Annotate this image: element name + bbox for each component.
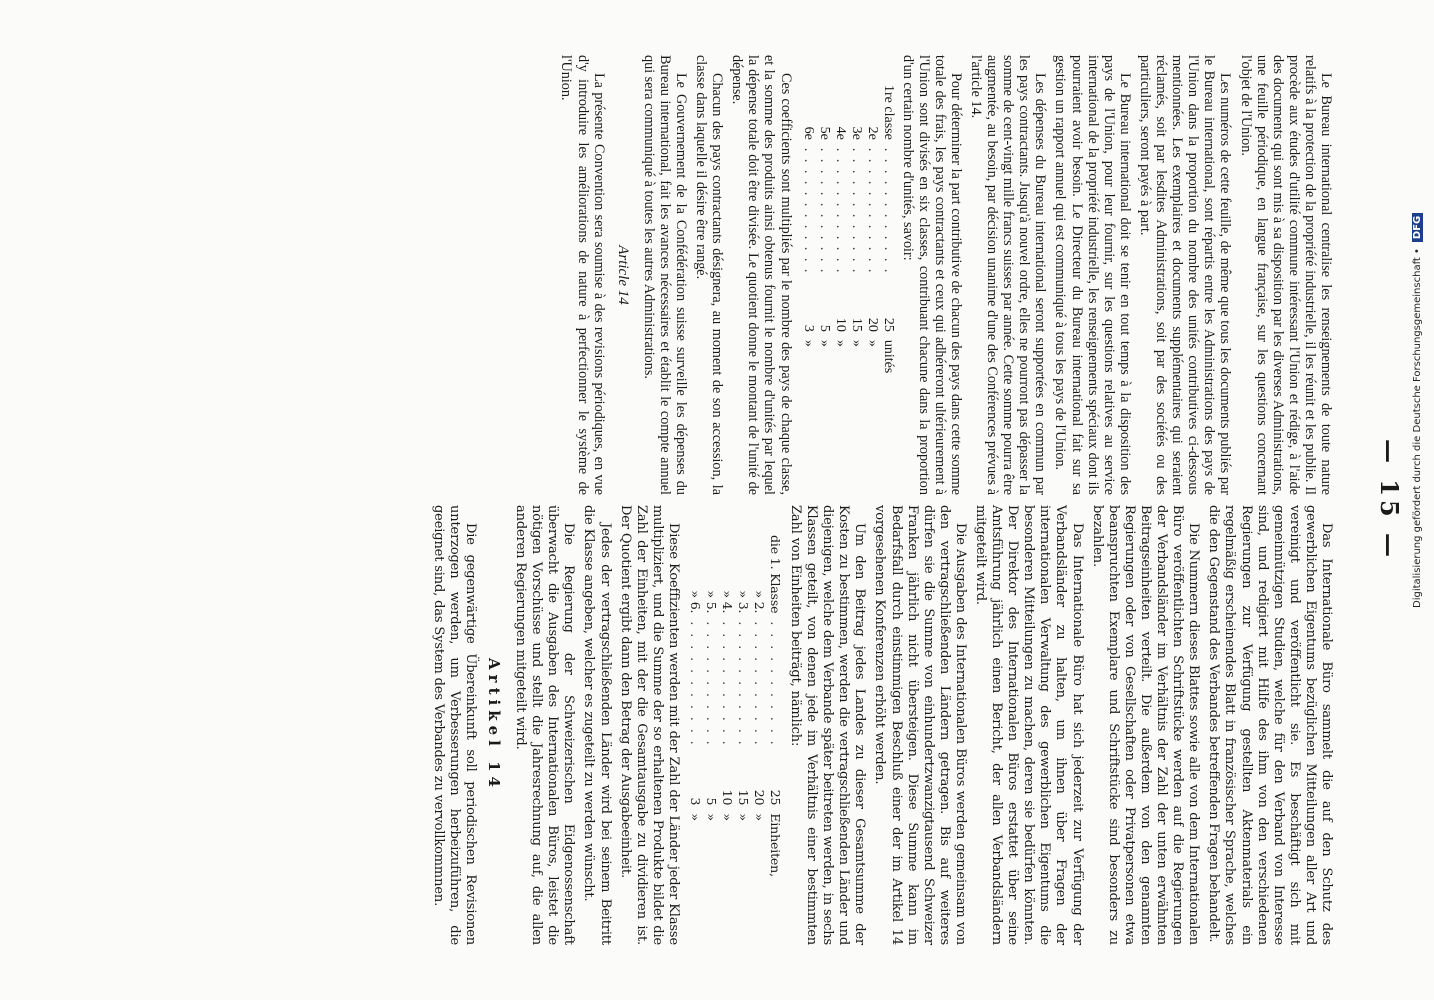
article-heading: Artikel 14 bbox=[484, 658, 503, 792]
class-value: 10 bbox=[832, 317, 848, 332]
class-row: 1re classe . . . . . . . . . . . . 25 unités bbox=[880, 81, 896, 377]
class-value: 3 bbox=[800, 324, 816, 332]
class-unit: » bbox=[735, 813, 751, 821]
class-unit: unités bbox=[880, 339, 896, 374]
class-unit: » bbox=[816, 339, 832, 347]
paragraph: La présente Convention sera soumise à des revisions périodiques, en vue d'y introduire les améliorations de nature à perfectionner le système de l'Union. bbox=[558, 55, 607, 495]
class-label: 2e bbox=[864, 126, 880, 140]
class-value: 5 bbox=[703, 797, 719, 806]
class-unit: » bbox=[800, 339, 816, 347]
paragraph: Les dépenses du Bureau international seront supportées en commun par les pays contractants. Jusqu'à nouvel ordre, elles ne pourront pas dépasser la somme de cent-vingt mille francs suisses par année. Cette somme pourra être augmentée, au besoin, par décision unanime d'une des Conférences prévues à l'article 14. bbox=[968, 55, 1049, 495]
paragraph: Die Regierung der Schweizerischen Eidgenossenschaft überwacht die Ausgaben des Internationalen Büros, leistet die nötigen Vorschüsse und stellt die Jahresrechnung auf, die allen anderen Regierungen mitgeteilt wird. bbox=[513, 505, 577, 945]
paragraph: Le Gouvernement de la Confédération suisse surveille les dépenses du Bureau international, fait les avances nécessaires et établit le compte annuel qui sera communiqué à toutes les autres Administrations. bbox=[640, 55, 689, 495]
class-value: 3 bbox=[687, 797, 703, 806]
class-row: 4e . . . . . . . . . . . . 10 » bbox=[832, 81, 848, 377]
paragraph: Diese Koeffizienten werden mit der Zahl der Länder jeder Klasse multipliziert, und die Summe der so erhaltenen Produkte bildet die Zahl der Einheiten, mit der die Gesamtausgabe zu dividieren ist. Der Quotient ergibt dann den Betrag der Ausgabeeinheit. bbox=[617, 505, 681, 945]
class-row: 3e . . . . . . . . . . . . 15 » bbox=[848, 81, 864, 377]
class-label: 4e bbox=[832, 126, 848, 140]
class-value: 5 bbox=[816, 324, 832, 332]
paragraph: Chacun des pays contractants désignera, au moment de son accession, la classe dans laquelle il désire être rangé. bbox=[693, 55, 726, 495]
article-heading: Article 14 bbox=[614, 245, 631, 305]
class-unit: » bbox=[832, 339, 848, 347]
class-label: » 6. bbox=[687, 590, 703, 614]
class-row: » 6. . . . . . . . . . . . 3 » bbox=[687, 531, 703, 881]
german-column bbox=[426, 505, 1334, 945]
paragraph: Die Ausgaben des Internationalen Büros werden gemeinsam von den vertragschließenden Ländern getragen. Bis auf weiteres dürfen sie die Summe von einhundertzwanzigtausend Schweizer Franken jährlich nicht übersteigen. Diese Summe kann im Bedarfsfall durch einstimmigen Beschluß einer der im Artikel 14 vorgesehenen Konferenzen erhöht werden. bbox=[872, 505, 968, 945]
digitization-credit bbox=[1412, 215, 1432, 608]
class-row: » 2. . . . . . . . . . . . 20 » bbox=[751, 531, 767, 881]
class-label: » 2. bbox=[751, 590, 767, 614]
class-unit: » bbox=[703, 813, 719, 821]
classes-table bbox=[687, 531, 783, 881]
class-row: » 3. . . . . . . . . . . . 15 » bbox=[735, 531, 751, 881]
paragraph: Das Internationale Büro hat sich jederzeit zur Verfügung der Verbandsländer zu halten, um ihnen über Fragen der internationalen Verwaltung des gewerblichen Eigentums die besonderen Mitteilungen zu machen, deren sie bedürfen könnten. Der Direktor des Internationalen Büros erstattet über seine Amtsführung jährlich einen Bericht, der allen Verbandsländern mitgeteilt wird. bbox=[973, 505, 1085, 945]
class-label: 5e bbox=[816, 126, 832, 140]
paragraph: Pour déterminer la part contributive de chacun des pays dans cette somme totale des frais, les pays contractants et ceux qui adhéreront ultérieurement à l'Union sont divisés en six classes, contribuant chacune dans la proportion d'un certain nombre d'unités, savoir: bbox=[899, 55, 964, 495]
class-label: 3e bbox=[848, 126, 864, 140]
class-label: » 4. bbox=[719, 590, 735, 614]
paragraph: Das Internationale Büro sammelt die auf den Schutz des gewerblichen Eigentums bezüglichen Mitteilungen aller Art und vereinigt und veröffentlicht sie. Es beschäftigt sich mit gemeinnützigen Studien, welche für den Verband von Interesse sind, und redigiert mit Hilfe des ihm von den verschiedenen Regierungen zur Verfügung gestellten Aktenmaterials ein regelmäßig erscheinendes Blatt in französischer Sprache, welches die den Gegenstand des Verbandes betreffenden Fragen behandelt. bbox=[1206, 505, 1334, 945]
class-value: 15 bbox=[848, 317, 864, 332]
class-row: 6e . . . . . . . . . . . . 3 » bbox=[800, 81, 816, 377]
class-label: » 3. bbox=[735, 590, 751, 614]
french-column bbox=[554, 55, 1334, 495]
class-value: 25 bbox=[767, 789, 783, 806]
page-number: — 15 — bbox=[1375, 438, 1404, 562]
class-value: 25 bbox=[880, 317, 896, 332]
class-unit: Einheiten, bbox=[767, 813, 783, 877]
classes-table bbox=[800, 81, 896, 377]
class-value: 15 bbox=[735, 789, 751, 806]
class-label: 1re classe bbox=[880, 85, 896, 140]
paragraph: Le Bureau international centralise les renseignements de toute nature relatifs à la protection de la propriété industrielle, il les réunit et les publie. Il procède aux études d'utilité commune intéressant l'Union et rédige, à l'aide des documents qui sont mis à sa disposition par les diverses Administrations, une feuille périodique, en langue française, sur les questions concernant l'objet de l'Union. bbox=[1237, 55, 1334, 495]
paragraph: Um den Beitrag jedes Landes zu dieser Gesamtsumme der Kosten zu bestimmen, werden die vertragschließenden Länder und diejenigen, welche dem Verbande später beitreten werden, in sechs Klassen geteilt, von denen jede im Verhältnis einer bestimmten Zahl von Einheiten beiträgt, nämlich: bbox=[788, 505, 868, 945]
paragraph: Die Nummern dieses Blattes sowie alle von dem Internationalen Büro veröffentlichten Schriftstücke werden auf die Regierungen der Verbandsländer im Verhältnis der Zahl der unten erwähnten Beitragseinheiten verteilt. Die außerdem von den genannten Regierungen oder von Gesellschaften oder Privatpersonen etwa beanspruchten Exemplare und Schriftstücke sind besonders zu bezahlen. bbox=[1089, 505, 1202, 945]
paragraph: Ces coefficients sont multipliés par le nombre des pays de chaque classe, et la somme des produits ainsi obtenus fournit le nombre d'unités par lequel la dépense totale doit être divisée. Le quotient donne le montant de l'unité de dépense. bbox=[729, 55, 794, 495]
class-label: 6e bbox=[800, 126, 816, 140]
paragraph: Le Bureau international doit se tenir en tout temps à la disposition des pays de l'Union, pour leur fournir, sur les questions relatives au service international de la propriété industrielle, les renseignements spéciaux dont ils pourraient avoir besoin. Le Directeur du Bureau international fait sur sa gestion un rapport annuel qui est communiqué à tous les pays de l'Union. bbox=[1052, 55, 1133, 495]
class-row: 5e . . . . . . . . . . . . 5 » bbox=[816, 81, 832, 377]
class-value: 10 bbox=[719, 789, 735, 806]
paragraph: Les numéros de cette feuille, de même que tous les documents publiés par le Bureau international, sont répartis entre les Administrations des pays de l'Union dans la proportion du nombre des unités contributives ci-dessous mentionnées. Les exemplaires et documents supplémentaires qui seraient réclamés, soit par lesdites Administrations, soit par des sociétés ou des particuliers, seront payés à part. bbox=[1136, 55, 1234, 495]
class-row: » 4. . . . . . . . . . . . 10 » bbox=[719, 531, 735, 881]
class-unit: » bbox=[687, 813, 703, 821]
credit-text: Digitalisierung gefördert durch die Deutsche Forschungsgemeinschaft • bbox=[1412, 248, 1423, 608]
class-unit: » bbox=[848, 339, 864, 347]
class-row: » 5. . . . . . . . . . . . 5 » bbox=[703, 531, 719, 881]
class-row: 2e . . . . . . . . . . . . 20 » bbox=[864, 81, 880, 377]
class-value: 20 bbox=[751, 789, 767, 806]
class-unit: » bbox=[751, 813, 767, 821]
class-label: die 1. Klasse bbox=[767, 535, 783, 614]
class-value: 20 bbox=[864, 317, 880, 332]
class-unit: » bbox=[719, 813, 735, 821]
class-unit: » bbox=[864, 339, 880, 347]
paragraph: Jedes der vertragschließenden Länder wird bei seinem Beitritt die Klasse angeben, welcher es zugeteilt zu werden wünscht. bbox=[581, 505, 613, 945]
paragraph: Die gegenwärtige Übereinkunft soll periodischen Revisionen unterzogen werden, um Verbesserungen herbeizuführen, die geeignet sind, das System des Verbandes zu vervollkommnen. bbox=[430, 505, 478, 945]
class-row: die 1. Klasse . . . . . . . . . . . 25 Einheiten, bbox=[767, 531, 783, 881]
class-label: » 5. bbox=[703, 590, 719, 614]
dfg-logo: DFG bbox=[1412, 213, 1423, 242]
